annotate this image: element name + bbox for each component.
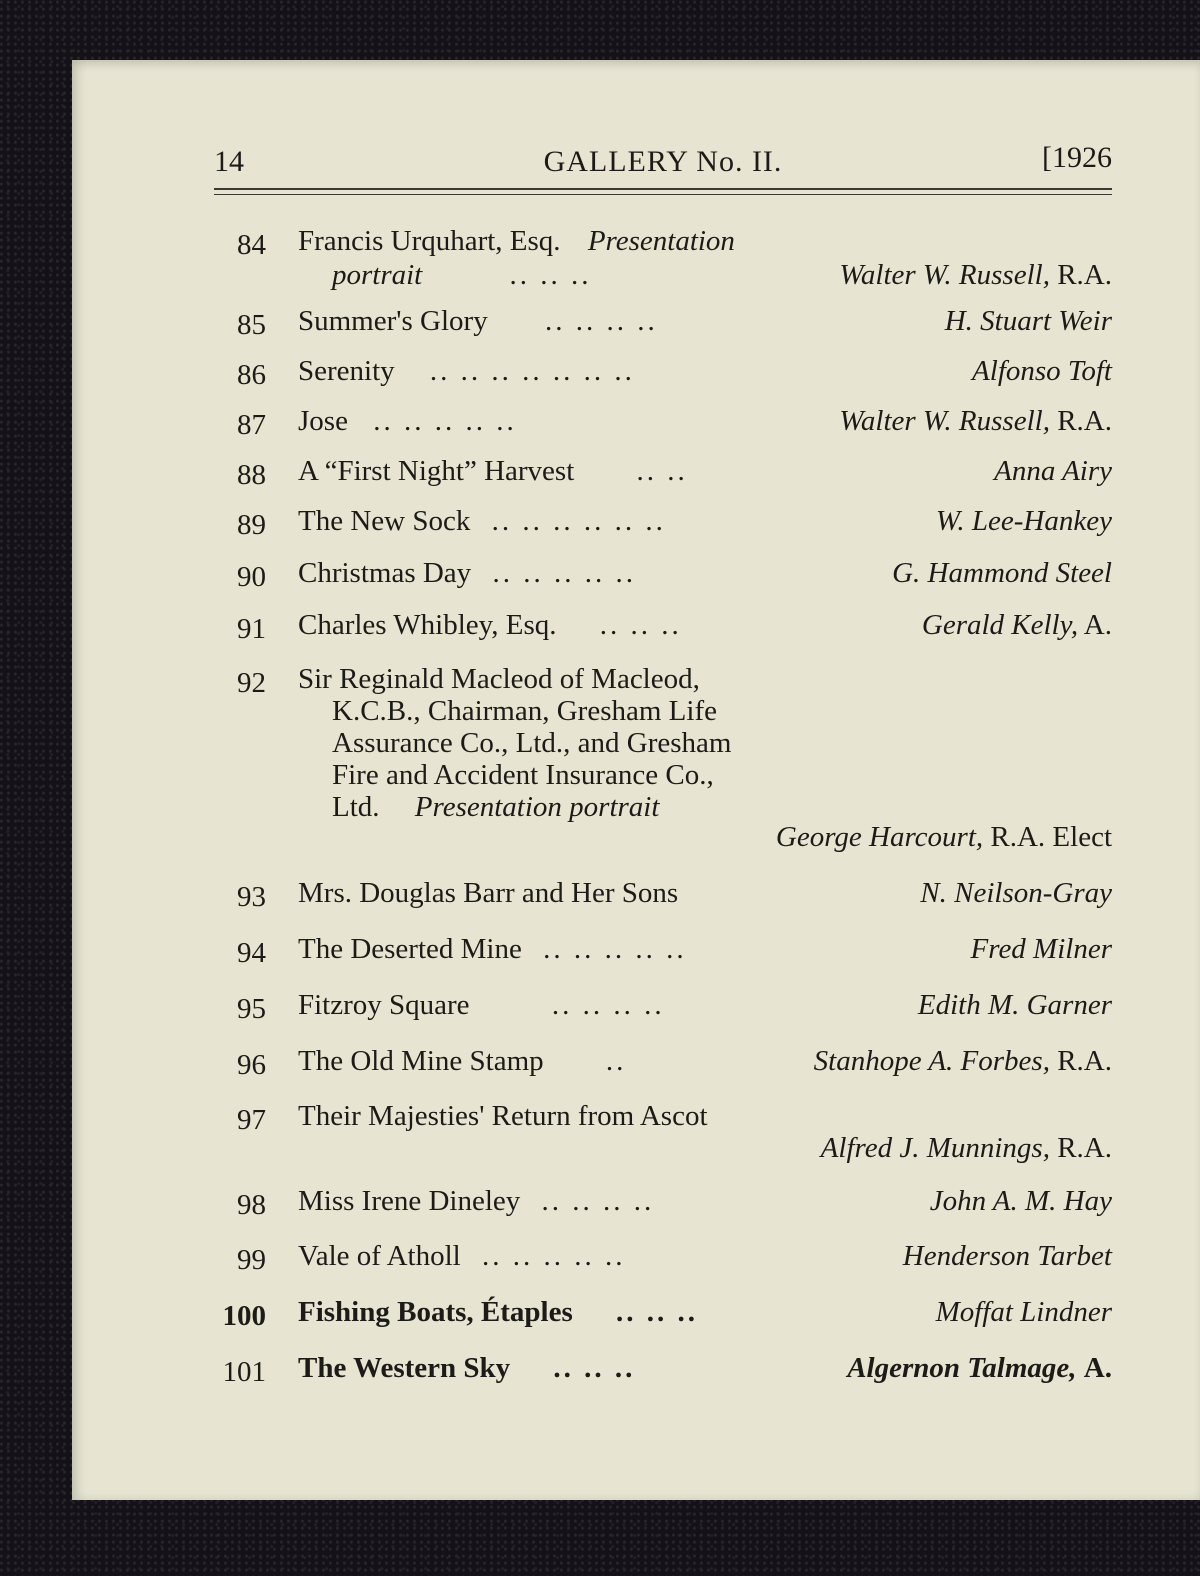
artist-name: Alfonso Toft — [972, 355, 1112, 387]
artist-name: H. Stuart Weir — [944, 305, 1112, 337]
entry-title: The Old Mine Stamp — [298, 1045, 544, 1077]
page-header — [214, 141, 1112, 189]
leader-dots: .. .. .. — [616, 1296, 698, 1328]
entry-artist — [776, 821, 1112, 853]
entry-number: 98 — [237, 1189, 266, 1221]
entry-title-line: Ltd. — [332, 791, 380, 823]
header-rule — [214, 188, 1112, 190]
leader-dots: .. .. .. .. .. — [492, 557, 636, 589]
artist-name: Gerald Kelly, — [921, 609, 1079, 641]
entry-artist — [930, 1185, 1112, 1217]
entry-title: The New Sock — [298, 505, 471, 537]
artist-suffix: R.A. — [1057, 405, 1112, 437]
entry-title: Fishing Boats, Étaples — [298, 1296, 573, 1328]
entry-title: Serenity — [298, 355, 395, 387]
artist-name: Moffat Lindner — [935, 1296, 1112, 1328]
artist-suffix: R.A. — [1057, 1132, 1112, 1164]
entry-number: 101 — [222, 1356, 266, 1388]
entry-note: Presentation — [587, 225, 735, 257]
entry-title: Summer's Glory — [298, 305, 488, 337]
catalogue-page — [72, 60, 1200, 1500]
catalogue-entry-84 — [214, 225, 1112, 295]
page-number: 14 — [214, 145, 244, 178]
page-title: GALLERY No. II. — [543, 145, 783, 178]
entry-note: Presentation portrait — [414, 791, 660, 823]
entry-title: Mrs. Douglas Barr and Her Sons — [298, 877, 679, 909]
entry-title: The Deserted Mine — [298, 933, 522, 965]
entry-number: 84 — [237, 229, 266, 261]
leader-dots: .. .. .. .. .. .. — [491, 505, 666, 537]
entry-number: 96 — [237, 1049, 266, 1081]
entry-number: 91 — [237, 613, 266, 645]
entry-title: The Western Sky — [298, 1352, 511, 1384]
header-rule-thin — [214, 194, 1112, 195]
entry-artist — [892, 557, 1112, 589]
entry-artist — [903, 1240, 1112, 1272]
entry-number: 93 — [237, 881, 266, 913]
leader-dots: .. .. .. .. .. — [373, 405, 517, 437]
leader-dots: .. .. .. .. .. — [543, 933, 687, 965]
artist-name: John A. M. Hay — [929, 1185, 1112, 1217]
entry-title: Fitzroy Square — [298, 989, 470, 1021]
entry-title: Charles Whibley, Esq. — [298, 609, 557, 641]
entry-number: 94 — [237, 937, 266, 969]
entry-artist — [814, 1045, 1112, 1077]
entry-artist — [994, 455, 1112, 487]
entry-artist — [839, 405, 1112, 437]
entry-note-continued: portrait — [332, 259, 423, 291]
artist-name: George Harcourt, — [775, 821, 984, 853]
artist-name: Edith M. Garner — [917, 989, 1112, 1021]
catalogue-entry-97 — [214, 1100, 1112, 1170]
leader-dots: .. .. .. .. — [544, 305, 658, 337]
entry-number: 88 — [237, 459, 266, 491]
artist-name: Henderson Tarbet — [902, 1240, 1112, 1272]
entry-artist — [821, 1132, 1112, 1164]
leader-dots: .. .. .. — [553, 1352, 636, 1384]
artist-name: Alfred J. Munnings, — [820, 1132, 1050, 1164]
artist-suffix: R.A. — [1057, 259, 1112, 291]
entry-number: 92 — [237, 667, 266, 699]
entry-number: 95 — [237, 993, 266, 1025]
catalogue-entry-92 — [214, 663, 1112, 853]
entry-number: 89 — [237, 509, 266, 541]
entry-artist — [918, 989, 1112, 1021]
artist-suffix: A. — [1083, 609, 1112, 641]
leader-dots: .. .. .. .. .. — [481, 1240, 626, 1272]
artist-name: Anna Airy — [994, 455, 1112, 487]
entry-number: 100 — [222, 1300, 266, 1332]
leader-dots: .. .. .. — [509, 259, 592, 291]
entry-title-line: Assurance Co., Ltd., and Gresham — [332, 727, 732, 759]
leader-dots: .. .. — [636, 455, 688, 487]
leader-dots: .. — [605, 1045, 627, 1077]
entry-number: 86 — [237, 359, 266, 391]
entry-artist — [839, 259, 1112, 291]
artist-name: Walter W. Russell, — [839, 405, 1050, 437]
header-year: [1926 — [1042, 141, 1112, 174]
artist-suffix: R.A. — [1057, 1045, 1112, 1077]
entry-artist — [972, 355, 1112, 387]
leader-dots: .. .. .. — [599, 609, 682, 641]
artist-suffix: A. — [1083, 1352, 1112, 1384]
artist-name: Fred Milner — [970, 933, 1112, 965]
entry-number: 99 — [237, 1244, 266, 1276]
entry-title-line: Sir Reginald Macleod of Macleod, — [298, 663, 700, 695]
entry-number: 87 — [237, 409, 266, 441]
leader-dots: .. .. .. .. — [541, 1185, 655, 1217]
entry-title: Francis Urquhart, Esq. — [298, 225, 561, 257]
entry-title: Miss Irene Dineley — [298, 1185, 521, 1217]
entry-artist — [847, 1352, 1112, 1384]
artist-name: Walter W. Russell, — [839, 259, 1050, 291]
entry-artist — [971, 933, 1112, 965]
entry-number: 90 — [237, 561, 266, 593]
entry-title: Jose — [298, 405, 348, 437]
entry-title-line: Fire and Accident Insurance Co., — [332, 759, 714, 791]
entry-title: Their Majesties' Return from Ascot — [298, 1100, 708, 1132]
entry-artist — [936, 1296, 1112, 1328]
entry-number: 97 — [237, 1104, 266, 1136]
entry-title: Christmas Day — [298, 557, 472, 589]
artist-name: N. Neilson-Gray — [920, 877, 1112, 909]
artist-suffix: R.A. Elect — [990, 821, 1112, 853]
entry-title: A “First Night” Harvest — [298, 455, 575, 487]
leader-dots: .. .. .. .. — [551, 989, 665, 1021]
entry-artist — [936, 505, 1112, 537]
entry-number: 85 — [237, 309, 266, 341]
entry-artist — [922, 609, 1112, 641]
artist-name: Stanhope A. Forbes, — [813, 1045, 1050, 1077]
artist-name: G. Hammond Steel — [892, 557, 1112, 589]
artist-name: Algernon Talmage, — [847, 1352, 1077, 1384]
entry-artist — [920, 877, 1112, 909]
entry-title: Vale of Atholl — [298, 1240, 461, 1272]
artist-name: W. Lee-Hankey — [935, 505, 1112, 537]
entry-title-line: K.C.B., Chairman, Gresham Life — [332, 695, 717, 727]
leader-dots: .. .. .. .. .. .. .. — [429, 355, 635, 387]
entry-artist — [945, 305, 1112, 337]
